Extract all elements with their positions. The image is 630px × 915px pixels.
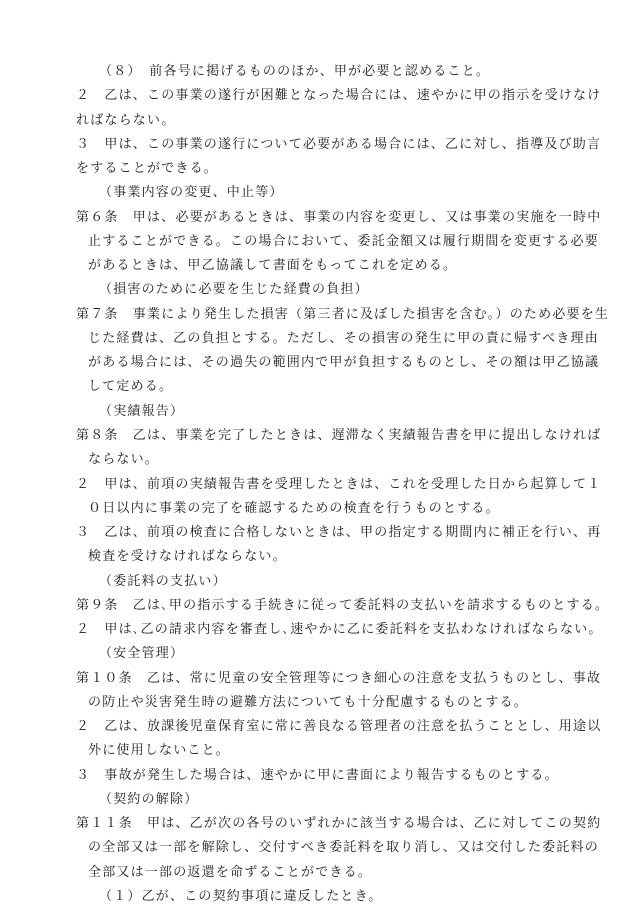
text-line: 第８条 乙は、事業を完了したときは、遅滞なく実績報告書を甲に提出しなければ: [76, 428, 602, 443]
section-heading: （事業内容の変更、中止等）: [99, 185, 284, 200]
text-line: （８） 前各号に掲げるもののほか、甲が必要と認めること。: [99, 64, 491, 79]
text-line: がある場合には、その過失の範囲内で甲が負担するものとし、その額は甲乙協議: [88, 355, 600, 370]
text-line: の防止や災害発生時の避難方法についても十分配慮するものとする。: [88, 695, 528, 710]
text-line: じた経費は、乙の負担とする。ただし、その損害の発生に甲の責に帰すべき理由: [88, 331, 599, 346]
text-line: ２ 甲は､乙の請求内容を審査し､速やかに乙に委託料を支払わなければならない。: [76, 622, 603, 637]
text-line: （１）乙が、この契約事項に違反したとき。: [99, 889, 383, 904]
text-line: 第６条 甲は、必要があるときは、事業の内容を変更し、又は事業の実施を一時中: [76, 210, 602, 225]
text-line: があるときは、甲乙協議して書面をもってこれを定める。: [88, 258, 458, 273]
text-line: ３ 甲は、この事業の遂行について必要がある場合には、乙に対し、指導及び助言: [76, 137, 602, 152]
section-heading: （契約の解除）: [99, 792, 199, 807]
section-heading: （損害のために必要を生じた経費の負担）: [99, 282, 369, 297]
text-line: 全部又は一部の返還を命ずることができる。: [88, 865, 373, 880]
text-line: 第１１条 甲は、乙が次の各号のいずれかに該当する場合は、乙に対してこの契約: [76, 816, 602, 831]
text-line: ３ 事故が発生した場合は、速やかに甲に書面により報告するものとする。: [76, 768, 559, 783]
text-line: 外に使用しないこと。: [88, 743, 231, 758]
text-line: して定める。: [88, 379, 174, 394]
text-line: ならない。: [88, 452, 160, 467]
text-line: ２ 乙は、放課後児童保育室に常に善良なる管理者の注意を払うこととし、用途以: [76, 719, 602, 734]
text-line: ２ 甲は、前項の実績報告書を受理したときは、これを受理した日から起算して１: [76, 477, 602, 492]
section-heading: （実績報告）: [99, 404, 185, 419]
text-line: をすることができる。: [76, 161, 219, 176]
section-heading: （委託料の支払い）: [99, 574, 227, 589]
text-line: ればならない。: [76, 113, 176, 128]
section-heading: （安全管理）: [99, 646, 185, 661]
text-line: ３ 乙は、前項の検査に合格しないときは、甲の指定する期間内に補正を行い、再: [76, 525, 602, 540]
text-line: の全部又は一部を解除し、交付すべき委託料を取り消し、又は交付した委託料の: [88, 840, 599, 855]
text-line: 第１０条 乙は、常に児童の安全管理等につき細心の注意を支払うものとし、事故: [76, 671, 602, 686]
text-line: ２ 乙は、この事業の遂行が困難となった場合には、速やかに甲の指示を受けなけ: [76, 88, 602, 103]
text-line: 第７条 事業により発生した損害（第三者に及ぼした損害を含む。）のため必要を生: [76, 307, 610, 322]
text-line: 第９条 乙は､甲の指示する手続きに従って委託料の支払いを請求するものとする。: [76, 598, 610, 613]
text-line: 止することができる。この場合において、委託金額又は履行期間を変更する必要: [88, 234, 599, 249]
text-line: 検査を受けなければならない。: [88, 549, 287, 564]
text-line: ０日以内に事業の完了を確認するための検査を行うものとする。: [88, 501, 500, 516]
